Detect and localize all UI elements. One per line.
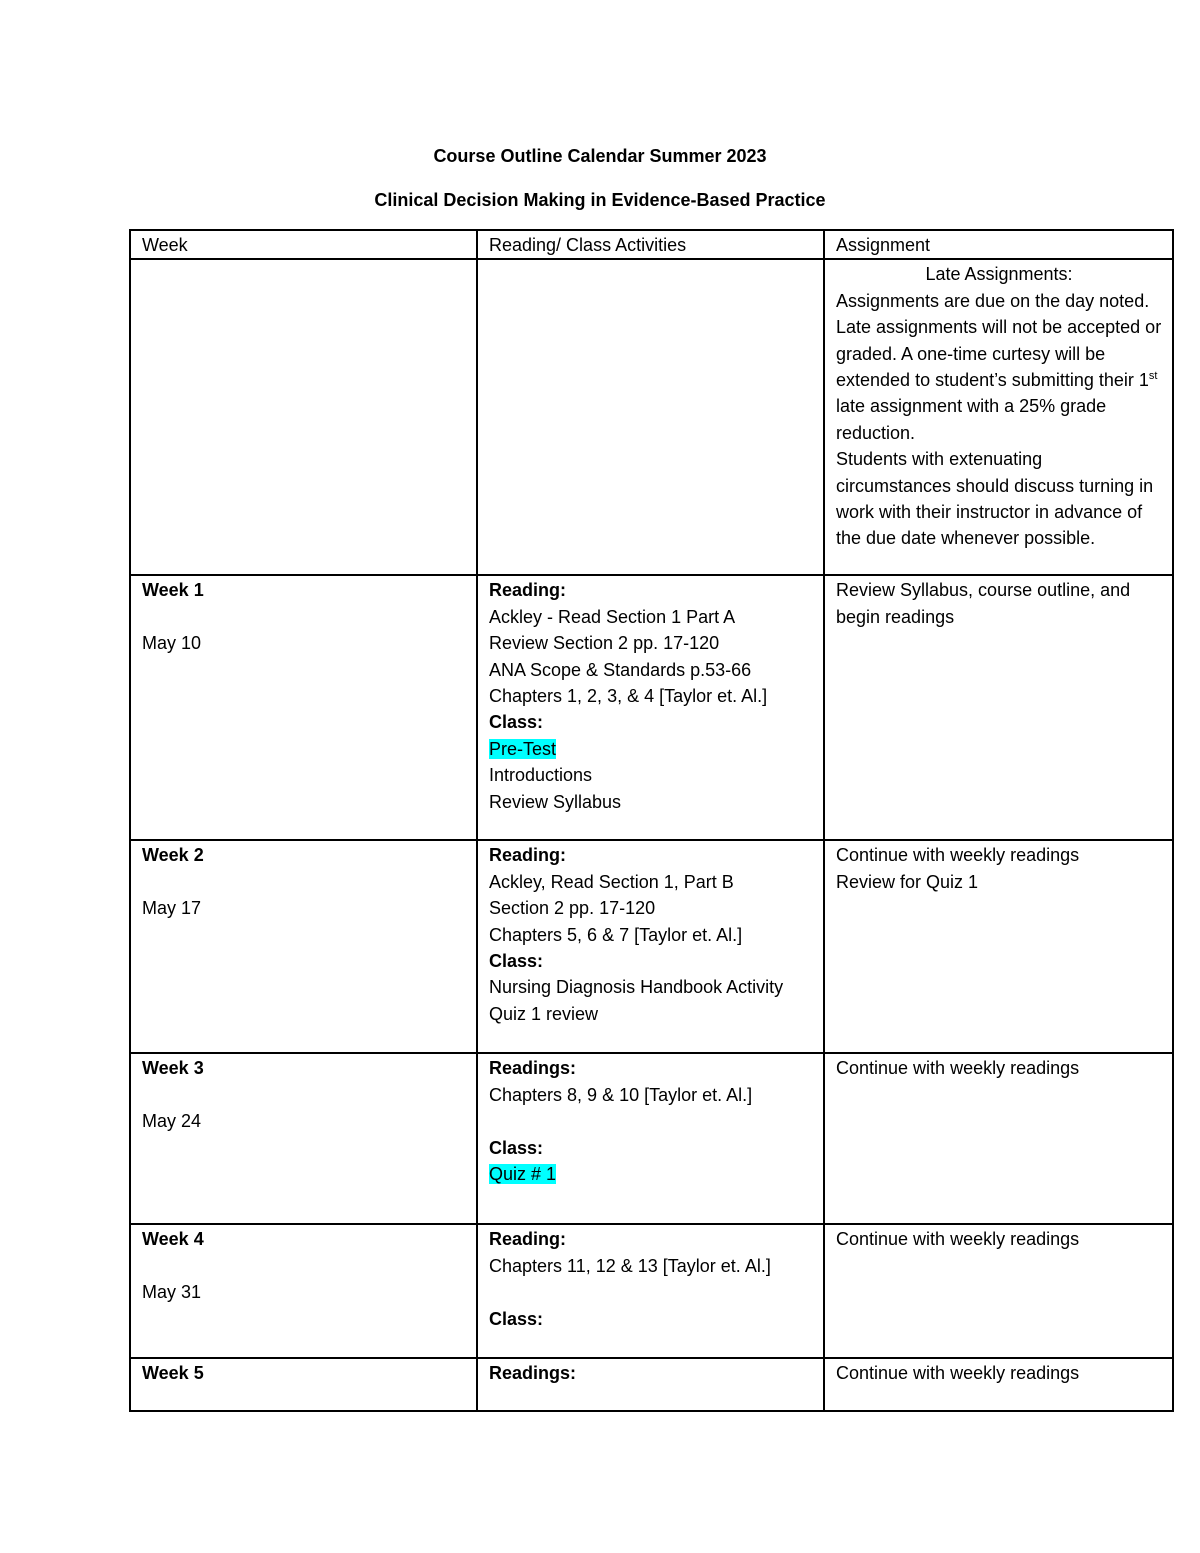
late-policy-extenuating: Students with extenuating circumstances should discuss turning in work with their instructor in advance of the due date whenever possible. bbox=[836, 449, 1154, 549]
week-label: Week 3 bbox=[142, 1058, 204, 1079]
reading-line: Chapters 11, 12 & 13 [Taylor et. Al.] bbox=[489, 1255, 771, 1276]
assignment-text: Continue with weekly readings bbox=[836, 1363, 1080, 1384]
reading-line: Ackley, Read Section 1, Part B bbox=[489, 871, 734, 892]
assignment-text: Continue with weekly readings bbox=[836, 845, 1080, 866]
late-policy-cell bbox=[824, 259, 1173, 575]
week-label: Week 5 bbox=[142, 1363, 204, 1384]
reading-heading: Reading: bbox=[489, 845, 567, 866]
table-row-week-3 bbox=[130, 1053, 1173, 1224]
class-line: Nursing Diagnosis Handbook Activity bbox=[489, 977, 784, 998]
table-row-week-5 bbox=[130, 1358, 1173, 1411]
reading-heading: Readings: bbox=[489, 1363, 577, 1384]
header-week: Week bbox=[130, 230, 477, 259]
assignment-cell bbox=[824, 1053, 1173, 1224]
assignment-text: Continue with weekly readings bbox=[836, 1229, 1080, 1250]
week-cell bbox=[130, 575, 477, 840]
late-policy-week-cell bbox=[130, 259, 477, 575]
assignment-cell bbox=[824, 840, 1173, 1053]
reading-line: Section 2 pp. 17-120 bbox=[489, 898, 656, 919]
class-heading: Class: bbox=[489, 712, 544, 733]
assignment-cell bbox=[824, 1224, 1173, 1358]
reading-cell bbox=[477, 840, 824, 1053]
reading-heading: Reading: bbox=[489, 1229, 567, 1250]
assignment-text: Review for Quiz 1 bbox=[836, 871, 979, 892]
week-cell bbox=[130, 1224, 477, 1358]
table-row-week-2 bbox=[130, 840, 1173, 1053]
reading-line: ANA Scope & Standards p.53-66 bbox=[489, 659, 752, 680]
reading-cell bbox=[477, 1224, 824, 1358]
reading-heading: Reading: bbox=[489, 580, 567, 601]
reading-cell bbox=[477, 1053, 824, 1224]
reading-line: Chapters 8, 9 & 10 [Taylor et. Al.] bbox=[489, 1084, 753, 1105]
class-heading: Class: bbox=[489, 1308, 544, 1329]
table-row-late-policy bbox=[130, 259, 1173, 575]
week-label: Week 1 bbox=[142, 580, 204, 601]
class-line: Quiz 1 review bbox=[489, 1003, 599, 1024]
week-date: May 10 bbox=[142, 633, 202, 654]
reading-line: Review Section 2 pp. 17-120 bbox=[489, 633, 720, 654]
header-reading: Reading/ Class Activities bbox=[477, 230, 824, 259]
late-policy-reading-cell bbox=[477, 259, 824, 575]
class-line: Introductions bbox=[489, 765, 593, 786]
week-cell bbox=[130, 840, 477, 1053]
page-subtitle: Clinical Decision Making in Evidence-Based Practice bbox=[374, 190, 826, 210]
course-outline-table bbox=[129, 229, 1174, 1412]
page-title: Course Outline Calendar Summer 2023 bbox=[433, 146, 767, 166]
class-line: Review Syllabus bbox=[489, 791, 622, 812]
table-row-week-1 bbox=[130, 575, 1173, 840]
late-policy-text: Assignments are due on the day noted. Late assignments will not be accepted or graded. A one-time curtesy will be extended to student’s submitting their 1st late assignment with a 25% grade reduction. bbox=[836, 290, 1162, 443]
week-date: May 31 bbox=[142, 1282, 202, 1303]
week-date: May 24 bbox=[142, 1111, 202, 1132]
table-row-week-4 bbox=[130, 1224, 1173, 1358]
week-cell bbox=[130, 1053, 477, 1224]
class-heading: Class: bbox=[489, 951, 544, 972]
assignment-text: Continue with weekly readings bbox=[836, 1058, 1080, 1079]
reading-heading: Readings: bbox=[489, 1058, 577, 1079]
late-policy-superscript: st bbox=[1148, 370, 1158, 383]
week-date: May 17 bbox=[142, 898, 202, 919]
assignment-cell bbox=[824, 575, 1173, 840]
assignment-text: Review Syllabus, course outline, and begin readings bbox=[836, 580, 1131, 627]
week-cell bbox=[130, 1358, 477, 1411]
reading-line: Chapters 5, 6 & 7 [Taylor et. Al.] bbox=[489, 924, 743, 945]
week-label: Week 4 bbox=[142, 1229, 204, 1250]
highlighted-activity: Quiz # 1 bbox=[489, 1164, 557, 1185]
reading-line: Chapters 1, 2, 3, & 4 [Taylor et. Al.] bbox=[489, 686, 768, 707]
class-heading: Class: bbox=[489, 1137, 544, 1158]
reading-cell bbox=[477, 575, 824, 840]
week-label: Week 2 bbox=[142, 845, 204, 866]
reading-cell bbox=[477, 1358, 824, 1411]
assignment-cell bbox=[824, 1358, 1173, 1411]
reading-line: Ackley - Read Section 1 Part A bbox=[489, 606, 736, 627]
highlighted-activity: Pre-Test bbox=[489, 738, 557, 759]
header-assignment: Assignment bbox=[824, 230, 1173, 259]
late-policy-heading: Late Assignments: bbox=[925, 264, 1073, 285]
table-header-row bbox=[130, 230, 1173, 259]
